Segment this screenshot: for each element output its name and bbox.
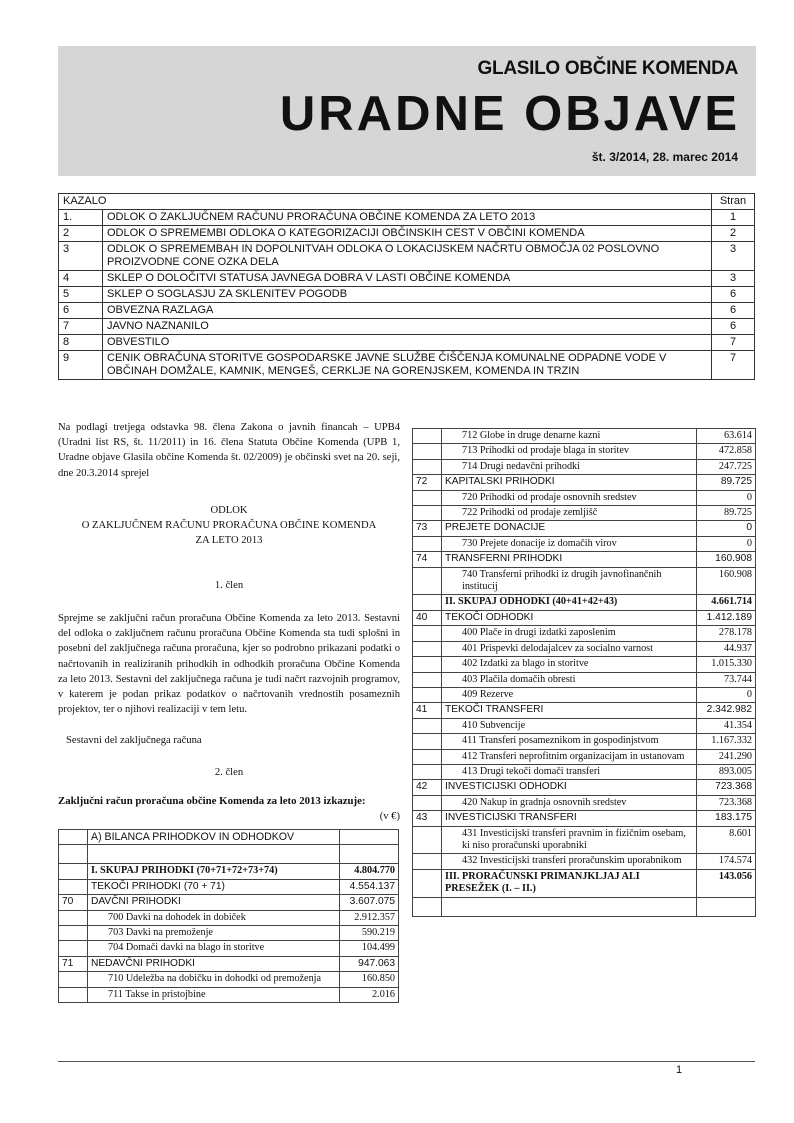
account-value: 104.499	[340, 941, 399, 956]
account-code	[413, 826, 442, 854]
toc-num: 5	[59, 287, 103, 303]
account-value: 0	[697, 536, 756, 551]
currency-unit: (v €)	[379, 811, 400, 823]
balance-row	[413, 641, 756, 656]
toc-num: 9	[59, 351, 103, 380]
balance-row	[413, 429, 756, 444]
balance-row	[59, 941, 399, 956]
account-label: 712 Globe in druge denarne kazni	[442, 429, 697, 444]
account-code	[413, 795, 442, 810]
balance-row	[413, 567, 756, 595]
account-code	[413, 444, 442, 459]
toc-row	[59, 287, 755, 303]
account-label: 400 Plače in drugi izdatki zaposlenim	[442, 626, 697, 641]
account-code	[413, 626, 442, 641]
account-value	[340, 830, 399, 845]
account-value: 723.368	[697, 780, 756, 795]
balance-row	[413, 490, 756, 505]
account-code	[59, 879, 88, 894]
toc-row	[59, 210, 755, 226]
account-code	[59, 845, 88, 864]
account-code	[413, 749, 442, 764]
account-code	[413, 672, 442, 687]
account-value: 893.005	[697, 764, 756, 779]
toc-header-row	[59, 194, 755, 210]
account-code	[413, 641, 442, 656]
toc-row	[59, 303, 755, 319]
balance-row	[413, 687, 756, 702]
balance-row	[413, 657, 756, 672]
account-code	[413, 687, 442, 702]
balance-row	[413, 536, 756, 551]
balance-row	[59, 926, 399, 941]
account-value: 73.744	[697, 672, 756, 687]
balance-row	[413, 475, 756, 490]
balance-row	[59, 830, 399, 845]
balance-row	[413, 444, 756, 459]
account-value: 2.912.357	[340, 910, 399, 925]
toc-page: 7	[712, 351, 755, 380]
balance-row	[413, 521, 756, 536]
account-value: 278.178	[697, 626, 756, 641]
account-code: 42	[413, 780, 442, 795]
toc-title: SKLEP O SOGLASJU ZA SKLENITEV POGODB	[103, 287, 712, 303]
balance-table-right	[412, 428, 756, 917]
account-value: 8.601	[697, 826, 756, 854]
account-label: 730 Prejete donacije iz domačih virov	[442, 536, 697, 551]
balance-row	[413, 869, 756, 897]
account-value: 160.908	[697, 552, 756, 567]
gazette-name: GLASILO OBČINE KOMENDA	[477, 58, 738, 79]
toc-page-heading: Stran	[712, 194, 755, 210]
account-code	[413, 429, 442, 444]
account-code	[59, 910, 88, 925]
account-label: 403 Plačila domačih obresti	[442, 672, 697, 687]
balance-row	[59, 910, 399, 925]
decree-title-line-2: ZA LETO 2013	[195, 534, 263, 546]
account-label: TEKOČI ODHODKI	[442, 610, 697, 625]
account-label: INVESTICIJSKI TRANSFERI	[442, 811, 697, 826]
toc-title: OBVEZNA RAZLAGA	[103, 303, 712, 319]
account-value: 2.016	[340, 987, 399, 1002]
toc-row	[59, 319, 755, 335]
account-code	[413, 718, 442, 733]
account-label: KAPITALSKI PRIHODKI	[442, 475, 697, 490]
account-code	[59, 830, 88, 845]
account-label: DAVČNI PRIHODKI	[88, 895, 340, 910]
balance-row	[413, 749, 756, 764]
account-code	[413, 657, 442, 672]
account-value: 4.804.770	[340, 864, 399, 879]
account-label: 740 Transferni prihodki iz drugih javnofinančnih institucij	[442, 567, 697, 595]
account-value: 2.342.982	[697, 703, 756, 718]
decree-title-line-1: O ZAKLJUČNEM RAČUNU PRORAČUNA OBČINE KOMENDA	[81, 519, 377, 531]
table-of-contents	[58, 193, 755, 380]
toc-page: 3	[712, 271, 755, 287]
balance-row	[59, 956, 399, 971]
toc-num: 2	[59, 226, 103, 242]
toc-row	[59, 335, 755, 351]
account-code	[413, 567, 442, 595]
account-label: 431 Investicijski transferi pravnim in fizičnim osebam, ki niso proračunski uporabniki	[442, 826, 697, 854]
account-label: TEKOČI TRANSFERI	[442, 703, 697, 718]
toc-heading: KAZALO	[59, 194, 712, 210]
account-code: 43	[413, 811, 442, 826]
account-code	[413, 595, 442, 610]
account-value	[697, 897, 756, 916]
balance-row	[413, 734, 756, 749]
toc-page: 6	[712, 287, 755, 303]
article-1-heading: 1. člen	[214, 579, 244, 591]
account-value: 4.661.714	[697, 595, 756, 610]
toc-num: 1.	[59, 210, 103, 226]
statement-text: Zaključni račun proračuna občine Komenda za leto 2013 izkazuje:	[58, 794, 366, 807]
account-code: 40	[413, 610, 442, 625]
toc-page: 6	[712, 303, 755, 319]
account-value: 947.063	[340, 956, 399, 971]
balance-row	[413, 780, 756, 795]
balance-row	[413, 897, 756, 916]
account-code: 41	[413, 703, 442, 718]
footer-rule	[58, 1061, 755, 1062]
account-value: 723.368	[697, 795, 756, 810]
account-value: 1.412.189	[697, 610, 756, 625]
balance-row	[59, 987, 399, 1002]
toc-page: 7	[712, 335, 755, 351]
toc-row	[59, 351, 755, 380]
account-code	[413, 490, 442, 505]
toc-row	[59, 242, 755, 271]
account-label: 410 Subvencije	[442, 718, 697, 733]
publication-title: URADNE OBJAVE	[279, 87, 740, 141]
account-code	[59, 987, 88, 1002]
account-value: 1.167.332	[697, 734, 756, 749]
account-value: 89.725	[697, 475, 756, 490]
balance-row	[413, 703, 756, 718]
account-label: 432 Investicijski transferi proračunskim uporabnikom	[442, 854, 697, 869]
balance-row	[413, 764, 756, 779]
toc-row	[59, 226, 755, 242]
account-label: 710 Udeležba na dobičku in dohodki od premoženja	[88, 972, 340, 987]
account-label: 413 Drugi tekoči domači transferi	[442, 764, 697, 779]
account-label: II. SKUPAJ ODHODKI (40+41+42+43)	[442, 595, 697, 610]
account-code	[413, 869, 442, 897]
account-value: 4.554.137	[340, 879, 399, 894]
toc-num: 3	[59, 242, 103, 271]
account-label: 713 Prihodki od prodaje blaga in storitev	[442, 444, 697, 459]
account-label: NEDAVČNI PRIHODKI	[88, 956, 340, 971]
account-label: III. PRORAČUNSKI PRIMANJKLJAJ ALI PRESEŽEK (I. – II.)	[442, 869, 697, 897]
account-code	[413, 506, 442, 521]
account-label: 409 Rezerve	[442, 687, 697, 702]
account-code	[413, 764, 442, 779]
toc-num: 6	[59, 303, 103, 319]
account-label: TRANSFERNI PRIHODKI	[442, 552, 697, 567]
account-code	[59, 864, 88, 879]
account-value: 0	[697, 490, 756, 505]
account-value: 1.015.330	[697, 657, 756, 672]
account-label: 412 Transferi neprofitnim organizacijam in ustanovam	[442, 749, 697, 764]
account-value: 590.219	[340, 926, 399, 941]
account-code	[413, 854, 442, 869]
account-value: 183.175	[697, 811, 756, 826]
balance-row	[413, 795, 756, 810]
account-label: 714 Drugi nedavčni prihodki	[442, 459, 697, 474]
account-label	[88, 845, 340, 864]
article-column	[58, 420, 400, 824]
account-value: 143.056	[697, 869, 756, 897]
toc-page: 1	[712, 210, 755, 226]
account-label: 711 Takse in pristojbine	[88, 987, 340, 1002]
account-value: 63.614	[697, 429, 756, 444]
account-value: 472.858	[697, 444, 756, 459]
account-code: 70	[59, 895, 88, 910]
account-label: 401 Prispevki delodajalcev za socialno varnost	[442, 641, 697, 656]
toc-page: 6	[712, 319, 755, 335]
balance-row	[413, 718, 756, 733]
balance-table-left	[58, 829, 399, 1003]
account-code	[413, 734, 442, 749]
account-code	[59, 941, 88, 956]
account-value: 0	[697, 687, 756, 702]
toc-title: CENIK OBRAČUNA STORITVE GOSPODARSKE JAVNE SLUŽBE ČIŠČENJA KOMUNALNE ODPADNE VODE V OBČINAH DOMŽALE, KAMNIK, MENGEŠ, CERKLJE NA GORENJSKEM, KOMENDA IN TRZIN	[103, 351, 712, 380]
toc-num: 7	[59, 319, 103, 335]
toc-title: ODLOK O SPREMEMBI ODLOKA O KATEGORIZACIJI OBČINSKIH CEST V OBČINI KOMENDA	[103, 226, 712, 242]
toc-title: SKLEP O DOLOČITVI STATUSA JAVNEGA DOBRA V LASTI OBČINE KOMENDA	[103, 271, 712, 287]
account-label: I. SKUPAJ PRIHODKI (70+71+72+73+74)	[88, 864, 340, 879]
account-value: 160.850	[340, 972, 399, 987]
account-value: 241.290	[697, 749, 756, 764]
account-value: 3.607.075	[340, 895, 399, 910]
decree-title	[58, 503, 400, 548]
account-code	[413, 459, 442, 474]
components-text: Sestavni del zaključnega računa	[66, 735, 202, 747]
balance-row	[59, 879, 399, 894]
account-value: 247.725	[697, 459, 756, 474]
account-value: 89.725	[697, 506, 756, 521]
toc-row	[59, 271, 755, 287]
account-value: 174.574	[697, 854, 756, 869]
balance-row	[59, 972, 399, 987]
balance-row	[413, 826, 756, 854]
account-value: 160.908	[697, 567, 756, 595]
account-code	[59, 972, 88, 987]
balance-row	[59, 845, 399, 864]
toc-title: ODLOK O SPREMEMBAH IN DOPOLNITVAH ODLOKA O LOKACIJSKEM NAČRTU OBMOČJA 02 POSLOVNO PROIZVODNE CONE OZKA DELA	[103, 242, 712, 271]
account-label: 411 Transferi posameznikom in gospodinjstvom	[442, 734, 697, 749]
account-label: INVESTICIJSKI ODHODKI	[442, 780, 697, 795]
account-label: 722 Prihodki od prodaje zemljišč	[442, 506, 697, 521]
account-label: TEKOČI PRIHODKI (70 + 71)	[88, 879, 340, 894]
masthead	[58, 46, 756, 176]
account-value: 0	[697, 521, 756, 536]
toc-num: 8	[59, 335, 103, 351]
balance-row	[59, 895, 399, 910]
account-label: 704 Domači davki na blago in storitve	[88, 941, 340, 956]
balance-row	[413, 459, 756, 474]
toc-num: 4	[59, 271, 103, 287]
balance-row	[413, 610, 756, 625]
balance-row	[413, 552, 756, 567]
account-label: PREJETE DONACIJE	[442, 521, 697, 536]
account-label: 402 Izdatki za blago in storitve	[442, 657, 697, 672]
account-value	[340, 845, 399, 864]
account-label	[442, 897, 697, 916]
article-1-text: Sprejme se zaključni račun proračuna Občine Komenda za leto 2013. Sestavni del odloka o zaključnem računu proračuna Občine Komenda sta tudi splošni in posebni del zaključnega računa proračuna, kjer so podrobno prikazani podatki o načrtovanih in realiziranih prihodkih in odhodkih proračuna Občine Komenda za leto 2013. Sestavni del zaključnega računa je tudi načrt razvojnih programov, v katerem je podan prikaz podatkov o načrtovanih vrednostih posameznih projektov, ter o njihovi realizaciji v tem letu.	[58, 613, 400, 716]
balance-row	[413, 595, 756, 610]
account-value: 41.354	[697, 718, 756, 733]
toc-page: 2	[712, 226, 755, 242]
account-code	[413, 536, 442, 551]
account-code	[413, 897, 442, 916]
balance-row	[413, 672, 756, 687]
account-label: 420 Nakup in gradnja osnovnih sredstev	[442, 795, 697, 810]
legal-basis-text: Na podlagi tretjega odstavka 98. člena Zakona o javnih financah – UPB4 (Uradni list RS, št. 11/2011) in 16. člena Statuta Občine Komenda (UPB 1, Uradne objave Glasila občine Komenda št. 02/2009) je občinski svet na 20. seji, dne 20.3.2014 sprejel	[58, 422, 400, 479]
account-code: 73	[413, 521, 442, 536]
page-number: 1	[676, 1064, 683, 1076]
account-label: 700 Davki na dohodek in dobiček	[88, 910, 340, 925]
account-value: 44.937	[697, 641, 756, 656]
issue-info: št. 3/2014, 28. marec 2014	[591, 150, 738, 164]
balance-row	[413, 811, 756, 826]
account-code: 74	[413, 552, 442, 567]
balance-row	[59, 864, 399, 879]
account-code: 71	[59, 956, 88, 971]
toc-page: 3	[712, 242, 755, 271]
account-label: 720 Prihodki od prodaje osnovnih sredstev	[442, 490, 697, 505]
account-code: 72	[413, 475, 442, 490]
balance-row	[413, 506, 756, 521]
account-label: A) BILANCA PRIHODKOV IN ODHODKOV	[88, 830, 340, 845]
article-2-heading: 2. člen	[214, 766, 244, 778]
toc-title: ODLOK O ZAKLJUČNEM RAČUNU PRORAČUNA OBČINE KOMENDA ZA LETO 2013	[103, 210, 712, 226]
decree-label: ODLOK	[210, 504, 248, 516]
toc-title: JAVNO NAZNANILO	[103, 319, 712, 335]
balance-row	[413, 626, 756, 641]
toc-title: OBVESTILO	[103, 335, 712, 351]
balance-row	[413, 854, 756, 869]
account-code	[59, 926, 88, 941]
account-label: 703 Davki na premoženje	[88, 926, 340, 941]
